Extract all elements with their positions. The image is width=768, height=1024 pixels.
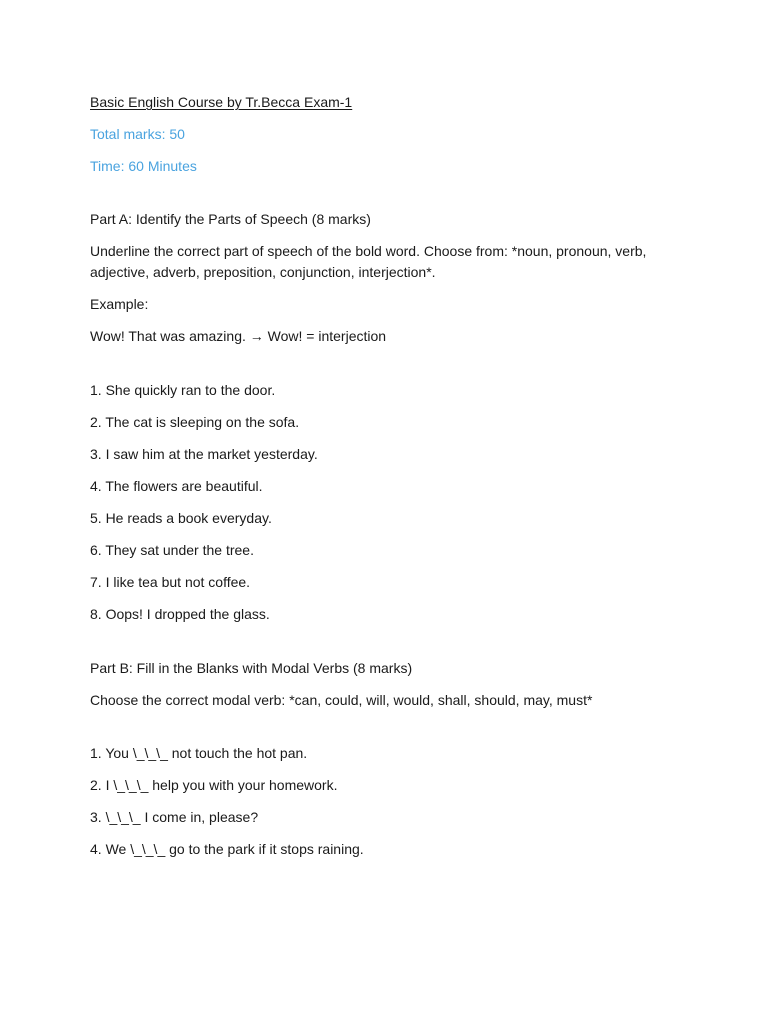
part-a-question: 7. I like tea but not coffee. bbox=[90, 574, 251, 590]
part-b-question: 4. We \_\_\_ go to the park if it stops raining. bbox=[90, 841, 364, 857]
part-a-question: 5. He reads a book everyday. bbox=[90, 510, 272, 526]
part-b-heading: Part B: Fill in the Blanks with Modal Verbs (8 marks) bbox=[90, 660, 413, 676]
part-a-question: 1. She quickly ran to the door. bbox=[90, 382, 276, 398]
document-page bbox=[90, 92, 690, 871]
part-a-example-label: Example: bbox=[90, 296, 149, 312]
part-b-question: 1. You \_\_\_ not touch the hot pan. bbox=[90, 745, 308, 761]
part-b-question: 2. I \_\_\_ help you with your homework. bbox=[90, 777, 338, 793]
part-b-instruction: Choose the correct modal verb: *can, could, will, would, shall, should, may, must* bbox=[90, 692, 593, 708]
spacer bbox=[90, 188, 690, 209]
part-a-example-text: Wow! That was amazing. → Wow! = interjection bbox=[90, 328, 387, 344]
part-a-question: 2. The cat is sleeping on the sofa. bbox=[90, 414, 300, 430]
spacer bbox=[90, 722, 690, 743]
total-marks: Total marks: 50 bbox=[90, 126, 185, 142]
part-a-question: 6. They sat under the tree. bbox=[90, 542, 254, 558]
part-a-question: 8. Oops! I dropped the glass. bbox=[90, 606, 270, 622]
part-b-question: 3. \_\_\_ I come in, please? bbox=[90, 809, 259, 825]
spacer bbox=[90, 636, 690, 658]
part-a-question: 4. The flowers are beautiful. bbox=[90, 478, 263, 494]
document-title: Basic English Course by Tr.Becca Exam-1 bbox=[90, 94, 353, 110]
spacer bbox=[90, 358, 690, 380]
time-limit: Time: 60 Minutes bbox=[90, 158, 197, 174]
part-a-heading: Part A: Identify the Parts of Speech (8 marks) bbox=[90, 211, 371, 227]
part-a-question: 3. I saw him at the market yesterday. bbox=[90, 446, 318, 462]
part-a-instruction: Underline the correct part of speech of the bold word. Choose from: *noun, pronoun, verb, adjective, adverb, preposition, conjunction, interjection*. bbox=[90, 243, 651, 280]
